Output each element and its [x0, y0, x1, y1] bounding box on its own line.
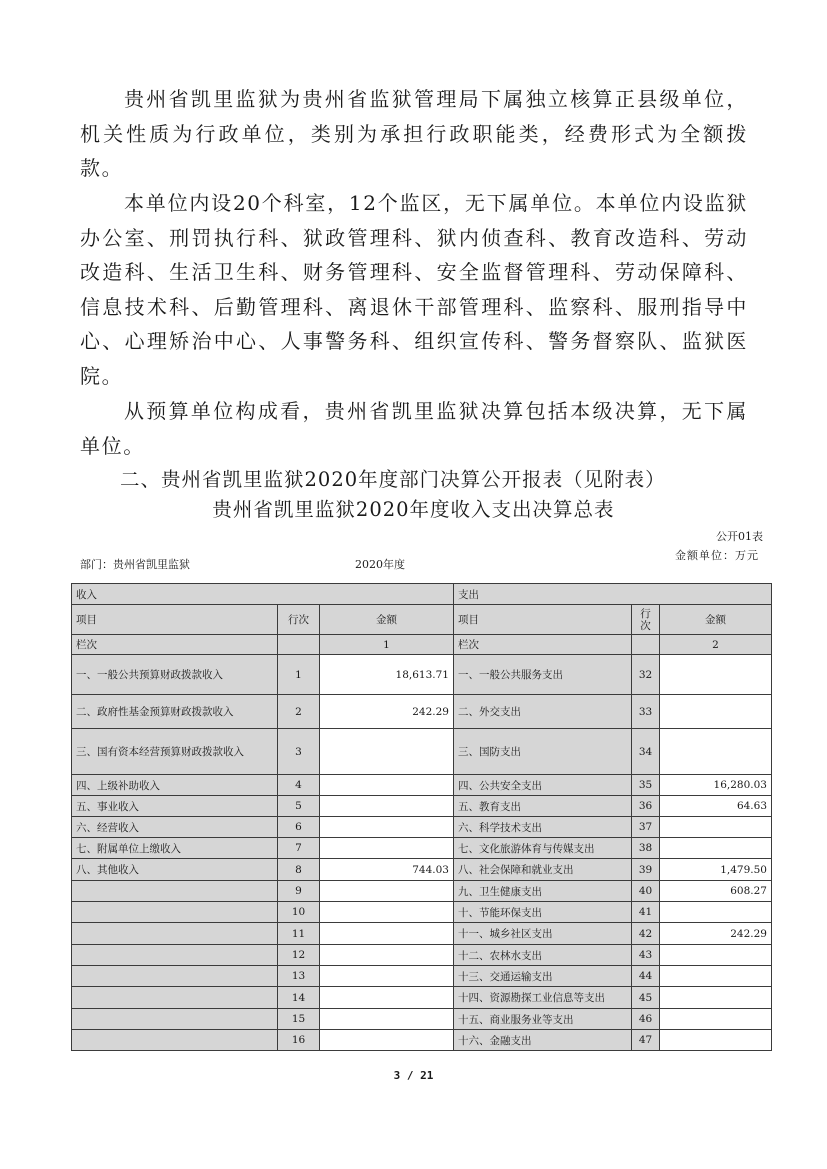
- income-row-number: 14: [278, 987, 320, 1009]
- income-amount: [320, 987, 454, 1009]
- income-amount: [320, 796, 454, 817]
- expense-item: 十三、交通运输支出: [454, 966, 632, 987]
- table-row: [72, 987, 772, 1009]
- table-row: [72, 1009, 772, 1030]
- table-row: [72, 796, 772, 817]
- income-item: [72, 1030, 278, 1051]
- expense-col-number: 2: [660, 635, 772, 655]
- expense-item: 七、文化旅游体育与传媒支出: [454, 838, 632, 859]
- income-row-number: 13: [278, 966, 320, 987]
- expense-amount: 16,280.03: [660, 775, 772, 796]
- expense-amount: [660, 1030, 772, 1051]
- table-row: [72, 859, 772, 881]
- paragraph-internal-departments: 本单位内设20个科室，12个监区，无下属单位。本单位内设监狱办公室、刑罚执行科、狱政管理科、狱内侦查科、教育改造科、劳动改造科、生活卫生科、财务管理科、安全监督管理科、劳动保障科、信息技术科、后勤管理科、离退休干部管理科、监察科、服刑指导中心、心理矫治中心、人事警务科、组织宣传科、警务督察队、监狱医院。: [80, 191, 748, 388]
- expense-item: 十四、资源勘探工业信息等支出: [454, 987, 632, 1009]
- income-amount-header: 金额: [320, 605, 454, 635]
- income-item: [72, 881, 278, 902]
- income-row-number: 16: [278, 1030, 320, 1051]
- income-row-number: 7: [278, 838, 320, 859]
- expense-row-number: 32: [632, 655, 660, 695]
- expense-amount: 242.29: [660, 923, 772, 945]
- income-item: [72, 902, 278, 923]
- paragraph-budget-composition: 从预算单位构成看，贵州省凯里监狱决算包括本级决算，无下属单位。: [80, 399, 748, 458]
- expense-amount: 64.63: [660, 796, 772, 817]
- income-row-number: 8: [278, 859, 320, 881]
- table-row: [72, 695, 772, 729]
- table-row: [72, 655, 772, 695]
- expense-item: 一、一般公共服务支出: [454, 655, 632, 695]
- expense-amount: 608.27: [660, 881, 772, 902]
- table-row: [72, 902, 772, 923]
- income-col-no-label: 栏次: [72, 635, 278, 655]
- expense-item: 十六、金融支出: [454, 1030, 632, 1051]
- income-amount: [320, 902, 454, 923]
- income-item: 二、政府性基金预算财政拨款收入: [72, 695, 278, 729]
- expense-item: 十一、城乡社区支出: [454, 923, 632, 945]
- income-amount: [320, 881, 454, 902]
- income-amount: 18,613.71: [320, 655, 454, 695]
- income-item-header: 项目: [72, 605, 278, 635]
- income-amount: [320, 1009, 454, 1030]
- income-item: 三、国有资本经营预算财政拨款收入: [72, 729, 278, 775]
- expense-item: 六、科学技术支出: [454, 817, 632, 838]
- income-amount: [320, 945, 454, 966]
- expense-row-no-header: 行 次: [632, 605, 660, 635]
- income-amount: [320, 923, 454, 945]
- income-col-no-blank: [278, 635, 320, 655]
- income-row-number: 10: [278, 902, 320, 923]
- expense-item: 九、卫生健康支出: [454, 881, 632, 902]
- expense-amount: [660, 987, 772, 1009]
- expense-col-no-blank: [632, 635, 660, 655]
- paragraph-unit-nature: 贵州省凯里监狱为贵州省监狱管理局下属独立核算正县级单位，机关性质为行政单位，类别为承担行政职能类，经费形式为全额拨款。: [80, 87, 748, 181]
- header-row-sections: [72, 584, 772, 605]
- expense-row-number: 38: [632, 838, 660, 859]
- expense-row-number: 47: [632, 1030, 660, 1051]
- expense-row-number: 34: [632, 729, 660, 775]
- expense-amount: [660, 838, 772, 859]
- income-amount: [320, 966, 454, 987]
- expense-amount-header: 金额: [660, 605, 772, 635]
- expense-amount: 1,479.50: [660, 859, 772, 881]
- table-row: [72, 945, 772, 966]
- income-col-number: 1: [320, 635, 454, 655]
- header-row-column-numbers: [72, 635, 772, 655]
- income-amount: [320, 838, 454, 859]
- table-title: 贵州省凯里监狱2020年度收入支出决算总表: [212, 498, 615, 521]
- income-row-number: 6: [278, 817, 320, 838]
- income-amount: [320, 1030, 454, 1051]
- expense-row-number: 33: [632, 695, 660, 729]
- income-row-no-header: 行次: [278, 605, 320, 635]
- table-row: [72, 966, 772, 987]
- expense-item: 十五、商业服务业等支出: [454, 1009, 632, 1030]
- expense-item: 二、外交支出: [454, 695, 632, 729]
- income-row-number: 3: [278, 729, 320, 775]
- expense-item: 四、公共安全支出: [454, 775, 632, 796]
- income-amount: [320, 729, 454, 775]
- expense-amount: [660, 695, 772, 729]
- expense-item: 八、社会保障和就业支出: [454, 859, 632, 881]
- fiscal-year: 2020年度: [355, 558, 405, 571]
- income-amount: [320, 817, 454, 838]
- department-label: 部门：贵州省凯里监狱: [80, 558, 190, 571]
- expense-row-number: 44: [632, 966, 660, 987]
- expense-row-number: 43: [632, 945, 660, 966]
- expense-row-number: 39: [632, 859, 660, 881]
- income-item: 六、经营收入: [72, 817, 278, 838]
- form-number: 公开01表: [716, 530, 763, 543]
- income-item: [72, 923, 278, 945]
- table-row: [72, 775, 772, 796]
- expense-amount: [660, 966, 772, 987]
- expense-row-number: 35: [632, 775, 660, 796]
- table-row: [72, 817, 772, 838]
- expense-item: 十二、农林水支出: [454, 945, 632, 966]
- income-item: 四、上级补助收入: [72, 775, 278, 796]
- income-row-number: 4: [278, 775, 320, 796]
- table-row: [72, 838, 772, 859]
- income-row-number: 2: [278, 695, 320, 729]
- income-row-number: 12: [278, 945, 320, 966]
- expense-row-number: 36: [632, 796, 660, 817]
- expense-row-number: 41: [632, 902, 660, 923]
- expense-col-no-label: 栏次: [454, 635, 632, 655]
- expense-row-number: 46: [632, 1009, 660, 1030]
- income-row-number: 11: [278, 923, 320, 945]
- income-item: 五、事业收入: [72, 796, 278, 817]
- expense-row-number: 37: [632, 817, 660, 838]
- income-item: [72, 966, 278, 987]
- income-row-number: 15: [278, 1009, 320, 1030]
- table-row: [72, 881, 772, 902]
- income-row-number: 9: [278, 881, 320, 902]
- amount-unit: 金额单位：万元: [675, 549, 759, 562]
- expense-amount: [660, 945, 772, 966]
- expense-item: 三、国防支出: [454, 729, 632, 775]
- income-item: [72, 945, 278, 966]
- income-header: 收入: [72, 584, 454, 605]
- expense-amount: [660, 655, 772, 695]
- income-item: 一、一般公共预算财政拨款收入: [72, 655, 278, 695]
- expense-row-number: 45: [632, 987, 660, 1009]
- table-row: [72, 923, 772, 945]
- table-row: [72, 1030, 772, 1051]
- income-amount: 744.03: [320, 859, 454, 881]
- expense-item: 五、教育支出: [454, 796, 632, 817]
- income-row-number: 1: [278, 655, 320, 695]
- expense-amount: [660, 1009, 772, 1030]
- income-item: 七、附属单位上缴收入: [72, 838, 278, 859]
- expense-row-number: 42: [632, 923, 660, 945]
- expense-item: 十、节能环保支出: [454, 902, 632, 923]
- expense-item-header: 项目: [454, 605, 632, 635]
- expense-amount: [660, 817, 772, 838]
- income-expense-table: [71, 583, 772, 1051]
- expense-row-number: 40: [632, 881, 660, 902]
- income-item: [72, 1009, 278, 1030]
- income-row-number: 5: [278, 796, 320, 817]
- section-heading: 二、贵州省凯里监狱2020年度部门决算公开报表（见附表）: [120, 468, 666, 491]
- table-row: [72, 729, 772, 775]
- expense-amount: [660, 729, 772, 775]
- income-item: 八、其他收入: [72, 859, 278, 881]
- header-row-columns: [72, 605, 772, 635]
- income-amount: 242.29: [320, 695, 454, 729]
- page-number: 3 / 21: [393, 1069, 434, 1082]
- income-item: [72, 987, 278, 1009]
- expense-amount: [660, 902, 772, 923]
- income-amount: [320, 775, 454, 796]
- expense-header: 支出: [454, 584, 772, 605]
